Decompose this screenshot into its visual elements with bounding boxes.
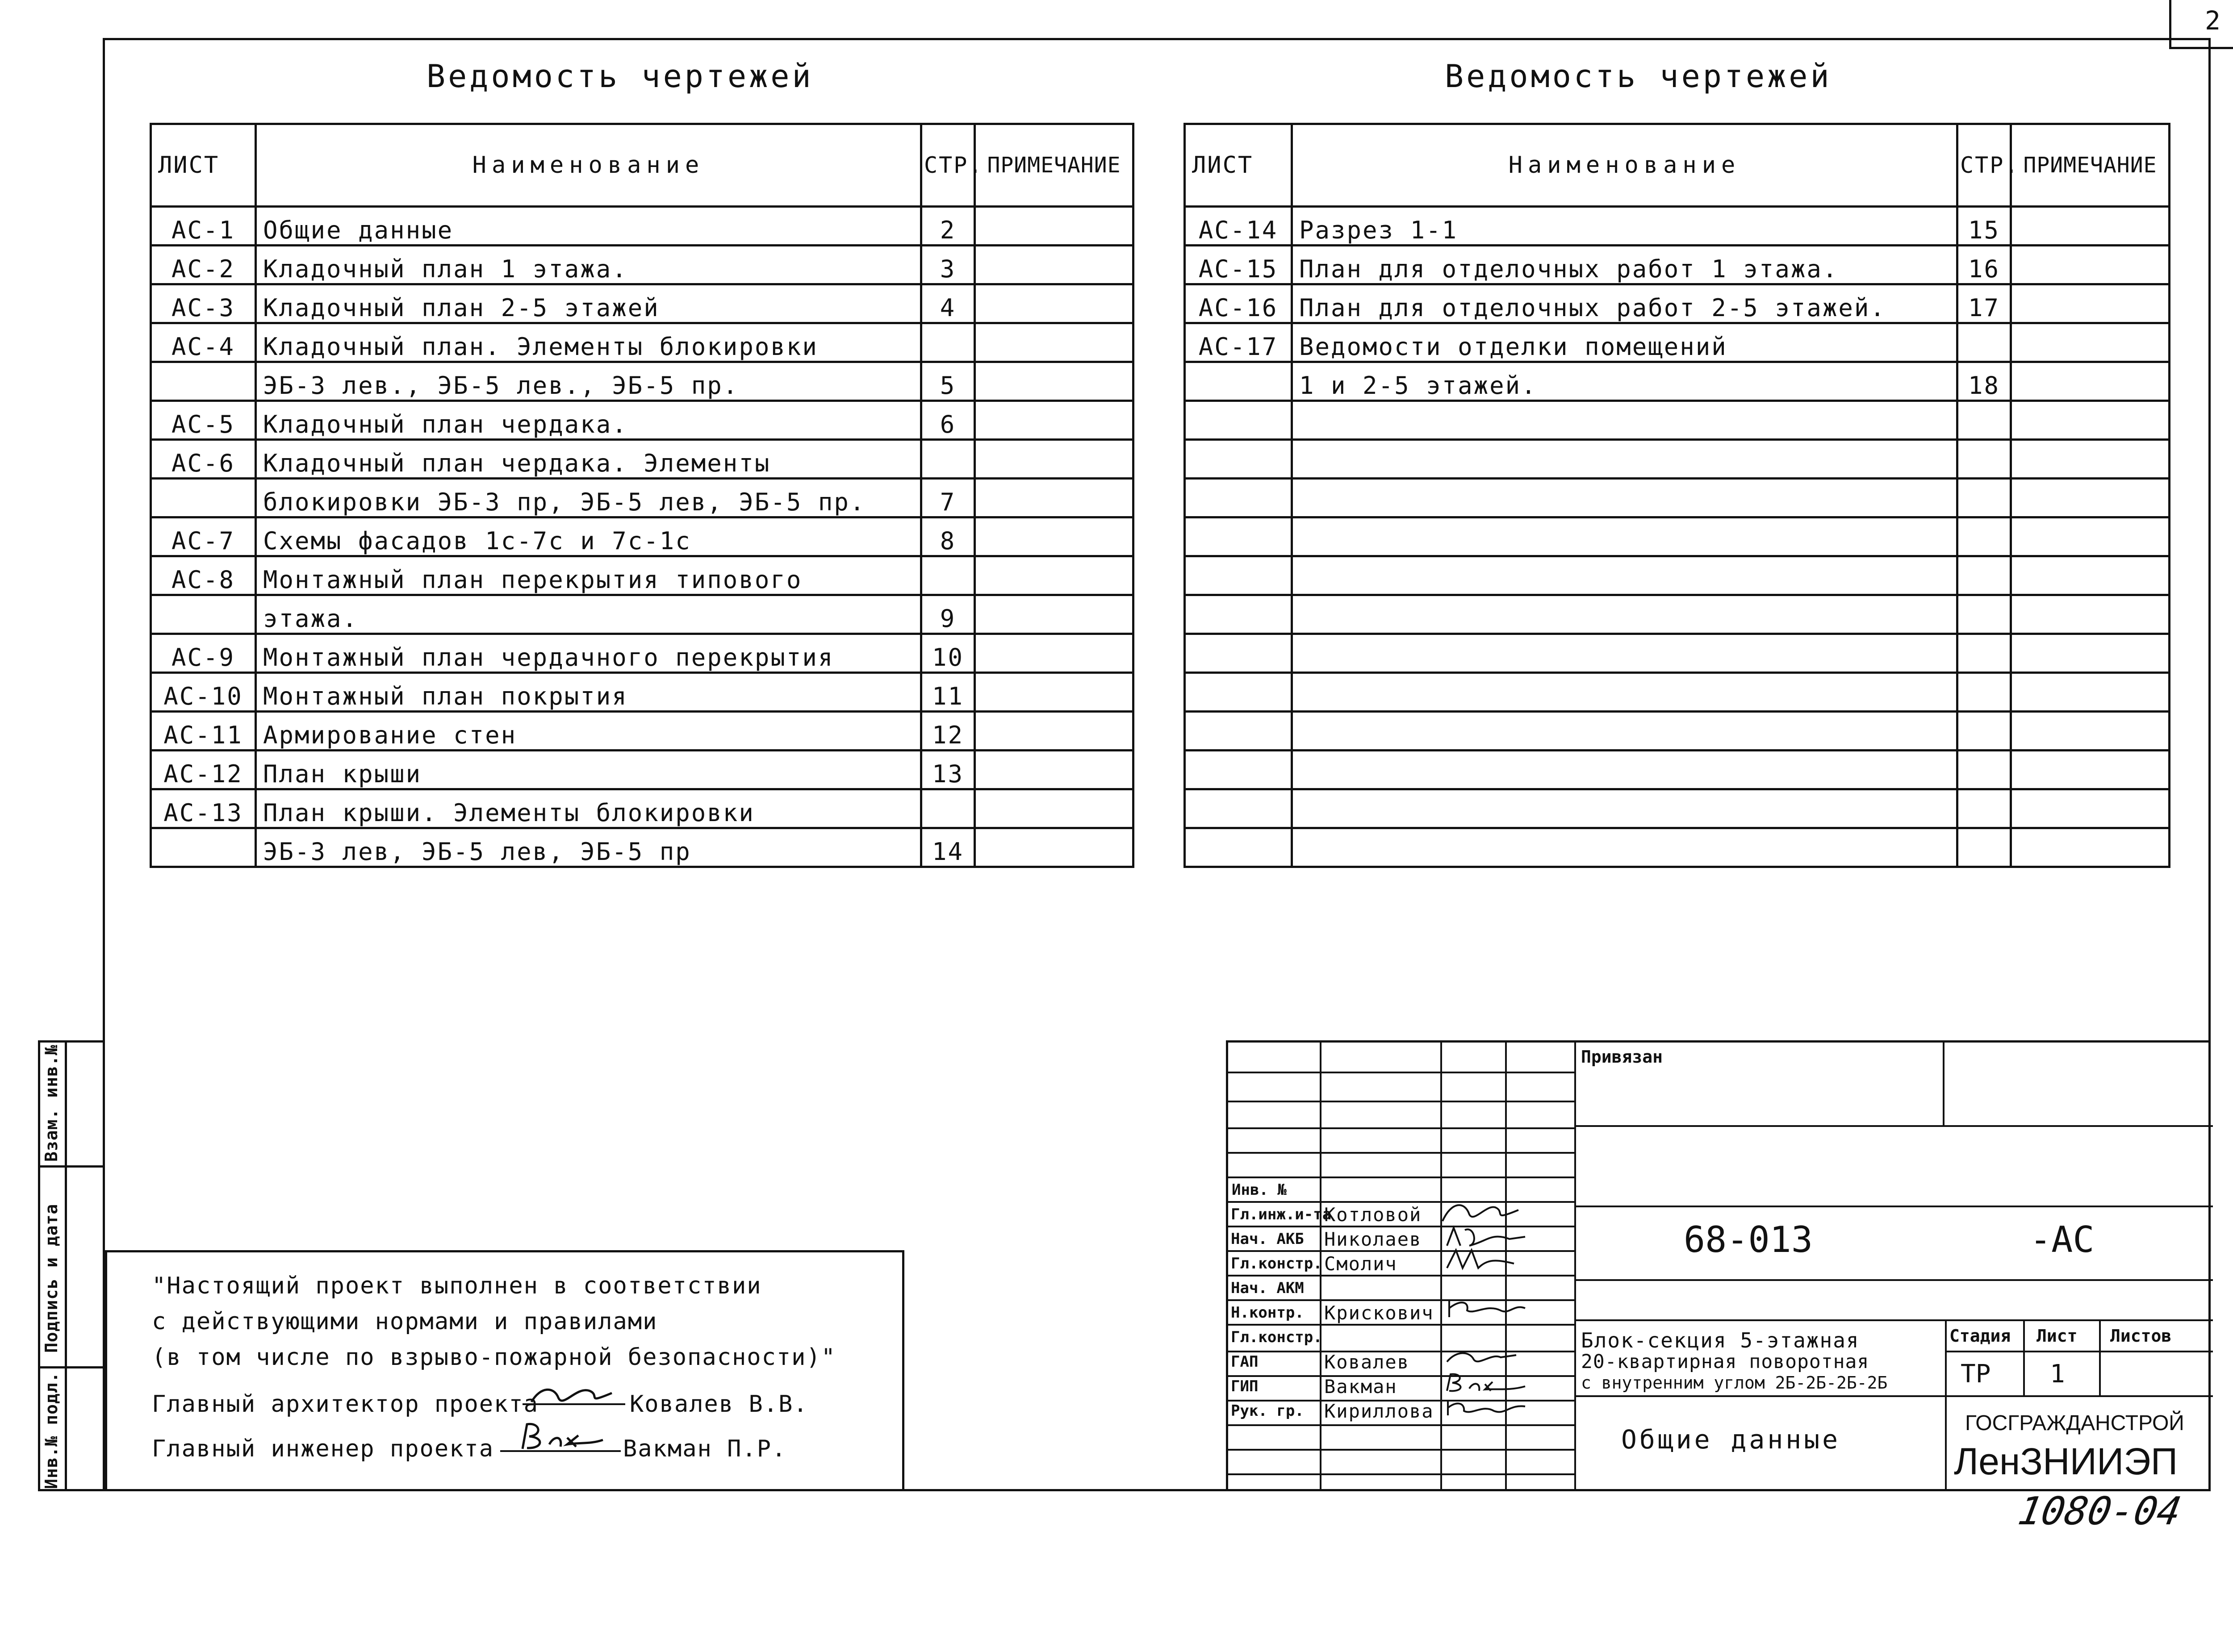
row-note <box>975 673 1133 712</box>
table-row <box>1185 323 2170 362</box>
row-note <box>2011 751 2170 789</box>
notice-line-1: "Настоящий проект выполнен в соответствии <box>152 1272 762 1299</box>
sheet-title: Общие данные <box>1621 1424 1841 1455</box>
row-title: Кладочный план. Элементы блокировки <box>256 323 921 362</box>
row-title <box>1292 789 1957 828</box>
table-row <box>151 673 1133 712</box>
row-title: блокировки ЭБ-3 пр, ЭБ-5 лев, ЭБ-5 пр. <box>256 479 921 517</box>
podpis-data-label: Подпись и дата <box>42 1203 61 1353</box>
row-page <box>1957 479 2011 517</box>
row-note <box>975 712 1133 751</box>
row-title <box>1292 440 1957 479</box>
row-page: 18 <box>1957 362 2011 401</box>
sheets-label: Листов <box>2110 1326 2172 1346</box>
col-header-page: СТР. <box>921 124 975 207</box>
row-title: План крыши. Элементы блокировки <box>256 789 921 828</box>
signer-name: Крискович <box>1324 1302 1434 1324</box>
table-row <box>1185 595 2170 634</box>
signer-name: Вакман <box>1324 1376 1397 1398</box>
table-header-row <box>1185 124 2170 207</box>
row-note <box>2011 207 2170 246</box>
sheet-value: 1 <box>2050 1360 2065 1389</box>
organization-ministry: ГОСГРАЖДАНСТРОЙ <box>1965 1411 2184 1435</box>
row-page <box>921 323 975 362</box>
notice-line-2: с действующими нормами и правилами <box>152 1308 658 1335</box>
row-note <box>2011 362 2170 401</box>
row-title: Схемы фасадов 1с-7с и 7с-1с <box>256 517 921 556</box>
table-row <box>151 712 1133 751</box>
row-note <box>2011 634 2170 673</box>
signer-role: Гл.инж.и-та <box>1231 1206 1332 1223</box>
row-sheet-code <box>1185 595 1292 634</box>
row-sheet-code <box>1185 673 1292 712</box>
row-title <box>1292 595 1957 634</box>
table-row <box>151 246 1133 284</box>
signer-name: Кириллова <box>1324 1400 1434 1422</box>
row-title: Кладочный план чердака. <box>256 401 921 440</box>
table-row <box>151 634 1133 673</box>
row-note <box>2011 246 2170 284</box>
col-header-name: Наименование <box>256 124 921 207</box>
row-title <box>1292 751 1957 789</box>
row-sheet-code <box>151 479 256 517</box>
row-title: Монтажный план перекрытия типового <box>256 556 921 595</box>
signer-role: Гл.констр. <box>1231 1255 1322 1272</box>
signature-kirillova <box>1443 1395 1527 1420</box>
table-row <box>151 362 1133 401</box>
row-page: 12 <box>921 712 975 751</box>
table-row <box>151 284 1133 323</box>
row-title <box>1292 673 1957 712</box>
row-sheet-code: АС-9 <box>151 634 256 673</box>
table-row <box>1185 751 2170 789</box>
table-header-row <box>151 124 1133 207</box>
row-note <box>975 479 1133 517</box>
chief-engineer-name: Вакман П.Р. <box>623 1435 787 1462</box>
table-row <box>151 828 1133 867</box>
row-note <box>975 362 1133 401</box>
row-page <box>1957 789 2011 828</box>
row-sheet-code <box>151 828 256 867</box>
signature-vakman <box>1438 1371 1527 1395</box>
row-note <box>975 246 1133 284</box>
row-note <box>975 751 1133 789</box>
title-block <box>1226 1040 2211 1491</box>
row-note <box>2011 712 2170 751</box>
row-note <box>975 401 1133 440</box>
signature-smolich <box>1443 1246 1518 1272</box>
project-title-line-3: с внутренним углом 2Б-2Б-2Б-2Б <box>1581 1373 1888 1393</box>
row-page: 8 <box>921 517 975 556</box>
row-sheet-code: АС-16 <box>1185 284 1292 323</box>
row-title: План крыши <box>256 751 921 789</box>
row-title: Кладочный план чердака. Элементы <box>256 440 921 479</box>
row-page <box>1957 401 2011 440</box>
table-row <box>1185 634 2170 673</box>
table-row <box>151 401 1133 440</box>
row-page <box>1957 440 2011 479</box>
row-title: Кладочный план 1 этажа. <box>256 246 921 284</box>
row-note <box>2011 673 2170 712</box>
row-title: Монтажный план покрытия <box>256 673 921 712</box>
inv-no-label: Инв. № <box>1232 1181 1287 1199</box>
row-title: 1 и 2-5 этажей. <box>1292 362 1957 401</box>
signer-role: ГИП <box>1231 1377 1259 1395</box>
row-page <box>1957 673 2011 712</box>
project-code: 68-013 <box>1684 1219 1813 1260</box>
row-sheet-code <box>1185 479 1292 517</box>
table-row <box>1185 828 2170 867</box>
row-sheet-code <box>1185 556 1292 595</box>
table-row <box>1185 479 2170 517</box>
table-row <box>1185 246 2170 284</box>
table-row <box>151 517 1133 556</box>
col-header-page: СТР. <box>1957 124 2011 207</box>
row-note <box>975 284 1133 323</box>
row-page: 7 <box>921 479 975 517</box>
row-note <box>975 595 1133 634</box>
row-sheet-code: АС-1 <box>151 207 256 246</box>
row-page: 2 <box>921 207 975 246</box>
table-row <box>1185 362 2170 401</box>
row-sheet-code: АС-5 <box>151 401 256 440</box>
row-sheet-code: АС-13 <box>151 789 256 828</box>
row-title: Кладочный план 2-5 этажей <box>256 284 921 323</box>
row-note <box>2011 479 2170 517</box>
row-page: 15 <box>1957 207 2011 246</box>
row-sheet-code <box>1185 517 1292 556</box>
row-sheet-code <box>1185 789 1292 828</box>
row-title <box>1292 401 1957 440</box>
row-title: План для отделочных работ 2-5 этажей. <box>1292 284 1957 323</box>
table-row <box>151 556 1133 595</box>
project-code-suffix: -АС <box>2030 1219 2095 1260</box>
row-sheet-code: АС-7 <box>151 517 256 556</box>
row-sheet-code: АС-17 <box>1185 323 1292 362</box>
chief-engineer-signature <box>500 1418 621 1462</box>
row-title <box>1292 556 1957 595</box>
row-page <box>1957 828 2011 867</box>
signature-kriskovich <box>1443 1295 1527 1322</box>
table-row <box>1185 673 2170 712</box>
row-page: 10 <box>921 634 975 673</box>
right-drawing-list <box>1183 123 2170 868</box>
row-page <box>1957 517 2011 556</box>
row-note <box>2011 828 2170 867</box>
table-row <box>1185 712 2170 751</box>
col-header-name: Наименование <box>1292 124 1957 207</box>
row-sheet-code <box>151 362 256 401</box>
chief-architect-name: Ковалев В.В. <box>630 1391 808 1418</box>
row-page <box>921 789 975 828</box>
row-page <box>1957 634 2011 673</box>
notice-line-3: (в том числе по взрыво-пожарной безопасности)" <box>152 1344 836 1371</box>
row-title <box>1292 828 1957 867</box>
row-page <box>1957 712 2011 751</box>
row-note <box>975 323 1133 362</box>
row-sheet-code: АС-12 <box>151 751 256 789</box>
row-page: 4 <box>921 284 975 323</box>
chief-engineer-label: Главный инженер проекта <box>152 1435 494 1462</box>
row-sheet-code: АС-8 <box>151 556 256 595</box>
table-row <box>151 440 1133 479</box>
row-note <box>975 440 1133 479</box>
signer-role: Гл.констр. <box>1231 1328 1322 1346</box>
row-page <box>921 440 975 479</box>
row-page: 13 <box>921 751 975 789</box>
inv-podl-label: Инв.№ подл. <box>42 1372 61 1489</box>
row-page <box>1957 751 2011 789</box>
row-sheet-code: АС-4 <box>151 323 256 362</box>
row-page: 17 <box>1957 284 2011 323</box>
signer-role: Нач. АКМ <box>1231 1279 1304 1297</box>
document-number: 1080-04 <box>2015 1489 2185 1534</box>
row-sheet-code: АС-14 <box>1185 207 1292 246</box>
row-note <box>975 634 1133 673</box>
signer-role: Рук. гр. <box>1231 1402 1304 1420</box>
side-stamp-strip <box>38 1040 105 1491</box>
inv-vzam-label: Взам. инв.№ <box>42 1044 61 1162</box>
row-title: Монтажный план чердачного перекрытия <box>256 634 921 673</box>
col-header-sheet: ЛИСТ <box>151 124 256 207</box>
row-sheet-code <box>1185 440 1292 479</box>
row-sheet-code: АС-11 <box>151 712 256 751</box>
row-title <box>1292 634 1957 673</box>
chief-architect-signature <box>523 1377 625 1418</box>
sheet-label: Лист <box>2036 1326 2078 1346</box>
row-note <box>2011 440 2170 479</box>
row-page: 11 <box>921 673 975 712</box>
row-sheet-code <box>151 595 256 634</box>
row-sheet-code: АС-3 <box>151 284 256 323</box>
signer-name: Котловой <box>1324 1204 1422 1226</box>
row-note <box>2011 401 2170 440</box>
row-page: 16 <box>1957 246 2011 284</box>
row-page: 14 <box>921 828 975 867</box>
row-note <box>975 517 1133 556</box>
col-header-note: ПРИМЕЧАНИЕ <box>975 124 1133 207</box>
project-title-line-2: 20-квартирная поворотная <box>1581 1351 1869 1373</box>
row-title: ЭБ-3 лев, ЭБ-5 лев, ЭБ-5 пр <box>256 828 921 867</box>
row-page <box>921 556 975 595</box>
row-note <box>2011 789 2170 828</box>
table-row <box>151 751 1133 789</box>
row-sheet-code <box>1185 712 1292 751</box>
row-title: ЭБ-3 лев., ЭБ-5 лев., ЭБ-5 пр. <box>256 362 921 401</box>
table-row <box>151 595 1133 634</box>
row-page <box>1957 323 2011 362</box>
row-page: 6 <box>921 401 975 440</box>
row-sheet-code: АС-10 <box>151 673 256 712</box>
row-title <box>1292 712 1957 751</box>
row-note <box>975 789 1133 828</box>
signer-role: Н.контр. <box>1231 1304 1304 1322</box>
row-sheet-code <box>1185 362 1292 401</box>
row-page: 5 <box>921 362 975 401</box>
row-sheet-code: АС-6 <box>151 440 256 479</box>
row-sheet-code <box>1185 401 1292 440</box>
stage-value: ТР <box>1961 1360 1991 1389</box>
row-note <box>975 207 1133 246</box>
row-page <box>1957 595 2011 634</box>
row-sheet-code <box>1185 828 1292 867</box>
row-note <box>2011 323 2170 362</box>
row-title: этажа. <box>256 595 921 634</box>
organization-institute: ЛенЗНИИЭП <box>1954 1440 2178 1482</box>
table-row <box>1185 440 2170 479</box>
privyazan-label: Привязан <box>1581 1047 1663 1067</box>
col-header-sheet: ЛИСТ <box>1185 124 1292 207</box>
row-sheet-code <box>1185 751 1292 789</box>
signer-name: Николаев <box>1324 1228 1422 1250</box>
row-title <box>1292 479 1957 517</box>
compliance-notice <box>105 1250 904 1491</box>
row-sheet-code: АС-15 <box>1185 246 1292 284</box>
row-sheet-code: АС-2 <box>151 246 256 284</box>
chief-architect-label: Главный архитектор проекта <box>152 1391 539 1418</box>
signer-role: Нач. АКБ <box>1231 1230 1304 1248</box>
col-header-note: ПРИМЕЧАНИЕ <box>2011 124 2170 207</box>
left-list-heading: Ведомость чертежей <box>427 58 814 95</box>
row-title: Разрез 1-1 <box>1292 207 1957 246</box>
table-row <box>1185 207 2170 246</box>
table-row <box>151 207 1133 246</box>
signer-role: ГАП <box>1231 1353 1259 1371</box>
table-row <box>1185 556 2170 595</box>
signature-kovalev <box>1443 1346 1518 1368</box>
stage-label: Стадия <box>1949 1326 2011 1346</box>
left-drawing-list <box>150 123 1134 868</box>
signer-name: Ковалев <box>1324 1351 1410 1373</box>
row-title: Армирование стен <box>256 712 921 751</box>
signer-name: Смолич <box>1324 1253 1397 1275</box>
table-row <box>1185 401 2170 440</box>
row-note <box>2011 517 2170 556</box>
row-note <box>975 556 1133 595</box>
row-note <box>2011 595 2170 634</box>
row-page <box>1957 556 2011 595</box>
table-row <box>1185 284 2170 323</box>
table-row <box>1185 789 2170 828</box>
row-sheet-code <box>1185 634 1292 673</box>
table-row <box>151 789 1133 828</box>
table-row <box>151 323 1133 362</box>
row-title: Общие данные <box>256 207 921 246</box>
right-list-heading: Ведомость чертежей <box>1445 58 1832 95</box>
sheet-number: 2 <box>2169 0 2233 49</box>
row-note <box>975 828 1133 867</box>
row-title: Ведомости отделки помещений <box>1292 323 1957 362</box>
table-row <box>151 479 1133 517</box>
row-title: План для отделочных работ 1 этажа. <box>1292 246 1957 284</box>
table-row <box>1185 517 2170 556</box>
row-page: 9 <box>921 595 975 634</box>
row-page: 3 <box>921 246 975 284</box>
row-note <box>2011 284 2170 323</box>
row-title <box>1292 517 1957 556</box>
project-title-line-1: Блок-секция 5-этажная <box>1581 1328 1860 1352</box>
row-note <box>2011 556 2170 595</box>
